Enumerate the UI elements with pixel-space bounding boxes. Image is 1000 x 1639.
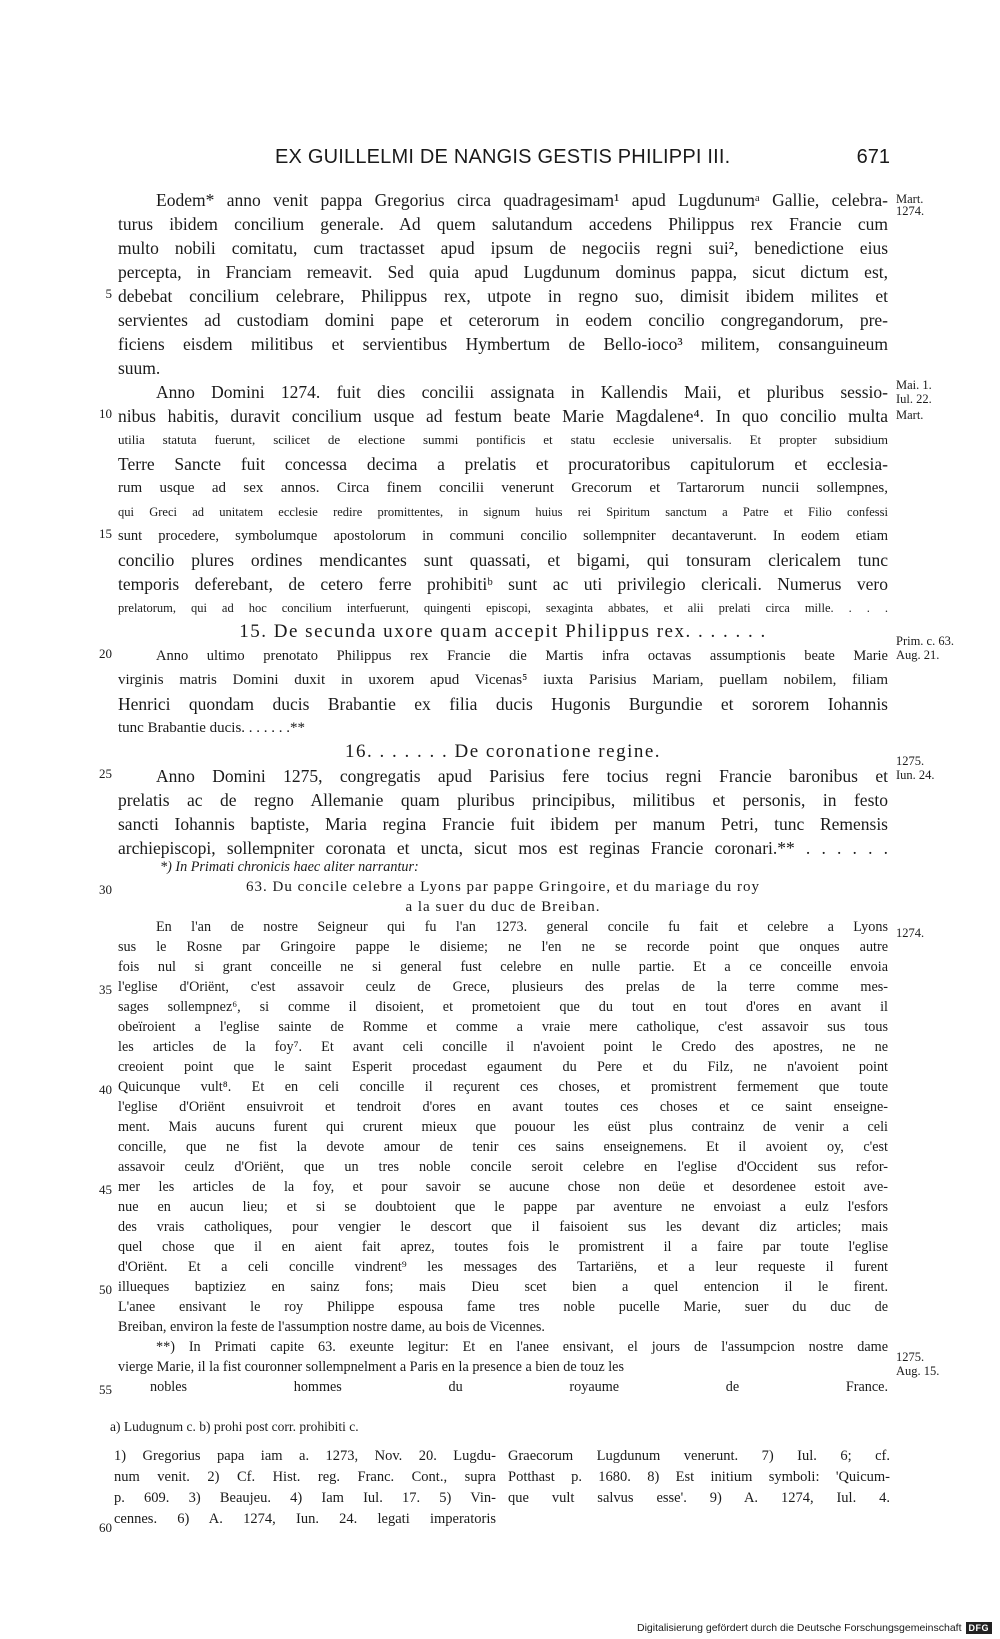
footnote-line: que vult salvus esse'. 9) A. 1274, Iul. 4. xyxy=(508,1490,890,1506)
margin-date: 1275. xyxy=(896,1350,925,1364)
note-line: l'eglise d'Oriënt, c'est assavoir ceulz de Grece, plusieurs des prelas de la terre comme mes- xyxy=(118,979,888,995)
line-number: 60 xyxy=(99,1520,112,1535)
note-line: Breiban, environ la feste de l'assumption nostre dame, au bois de Vicennes. xyxy=(118,1319,545,1335)
text-line: percepta, in Franciam remeavit. Sed quia apud Lugdunum dominus pappa, sicut dictum est, xyxy=(118,262,888,282)
footnote-line: 1) Gregorius papa iam a. 1273, Nov. 20. Lugdu- xyxy=(114,1448,496,1464)
margin-date: Aug. 21. xyxy=(896,648,940,662)
margin-date: Iul. 22. xyxy=(896,392,932,406)
note-line: quel chose que il en aient fait aprez, toutes fois le promistrent il a faire par toute l'eglise xyxy=(118,1239,888,1255)
text-line: Anno Domini 1274. fuit dies concilii assignata in Kallendis Maii, et pluribus sessio- xyxy=(156,382,888,402)
margin-date: 1275. xyxy=(896,754,925,768)
text-line: multo nobili comitatu, cum tractasset apud ipsum de negociis regni sui², benedictione eius xyxy=(118,238,888,258)
text-line: archiepiscopi, sollempniter coronata et uncta, sicut mos est reginas Francie coronari.** . . . . . . xyxy=(118,838,888,858)
footnote-line: cennes. 6) A. 1274, Iun. 24. legati imperatoris xyxy=(114,1511,496,1527)
line-number: 25 xyxy=(99,766,112,781)
text-line: prelatis ac de regno Allemanie quam pluribus principibus, militibus et personis, in festo xyxy=(118,790,888,810)
note-heading: 63. Du concile celebre a Lyons par pappe Gringoire, et du mariage du roy xyxy=(246,879,760,895)
text-line: concilio plures ordines mendicantes sunt quassati, et bigami, qui tonsuram clericalem tunc xyxy=(118,550,888,570)
text-line: sancti Iohannis baptiste, Maria regina Francie fuit ibidem per manum Petri, tunc Remensis xyxy=(118,814,888,834)
note-line: des vrais catholiques, pour vengier le descort que il faisoient sus les devant diz articles; mais xyxy=(118,1219,888,1235)
note-line: *) In Primati chronicis haec aliter narrantur: xyxy=(160,859,419,875)
text-line: suum. xyxy=(118,358,161,378)
text-line: Terre Sancte fuit concessa decima a prelatis et procuratoribus capitulorum et ecclesia- xyxy=(118,454,888,474)
text-line: nibus habitis, duravit concilium usque ad festum beate Marie Magdalene⁴. In quo concilio multa xyxy=(118,406,888,426)
text-line: Anno Domini 1275, congregatis apud Parisius fere tocius regni Francie baronibus et xyxy=(156,766,888,786)
note-line: **) In Primati capite 63. exeunte legitur: Et en l'anee ensivant, el jours de l'assumpcion nostre dame xyxy=(156,1339,888,1355)
funding-footer xyxy=(637,1622,992,1634)
text-line: qui Greci ad unitatem ecclesie redire promittentes, in signum huius rei Spiritum sanctum a Patre et Filio confessi xyxy=(118,505,888,519)
note-line: concille, que ne fist la devote amour de tenir ces sains enseignemens. Et il avoient oy, c'est xyxy=(118,1139,888,1155)
note-line: Quicunque vult⁸. Et en celi concille il reçurent ces choses, et promistrent fermement que toute xyxy=(118,1079,888,1095)
margin-date: Mart. xyxy=(896,408,924,422)
text-line: virginis matris Domini duxit in uxorem apud Vicenas⁵ iuxta Parisius Mariam, puellam nobilem, filiam xyxy=(118,672,888,688)
footnote-line: p. 609. 3) Beaujeu. 4) Iam Iul. 17. 5) Vin- xyxy=(114,1490,496,1506)
note-line: d'Oriënt. Et a celi concille vindrent⁹ les messages des Tartariëns, et a leur requeste il furent xyxy=(118,1259,888,1275)
line-number: 35 xyxy=(99,982,112,997)
note-line: En l'an de nostre Seigneur qui fu l'an 1273. general concile fu fait et celebre a Lyons xyxy=(156,919,888,935)
funding-text: Digitalisierung gefördert durch die Deutsche Forschungsgemeinschaft xyxy=(636,1622,962,1634)
note-line: mer les articles de la foy, et pour savoir se aucune chose non deüe et desordenee estoit ave- xyxy=(118,1179,888,1195)
margin-date: Prim. c. 63. xyxy=(896,634,954,648)
line-number: 20 xyxy=(99,646,112,661)
note-line: fois nul si grant conceille ne si general fust celebre en nulle partie. Et a ce conceille envoia xyxy=(118,959,888,975)
text-line: sunt procedere, symbolumque apostolorum in communi concilio sollempniter decantaverunt. In eodem etiam xyxy=(118,528,888,544)
note-line: l'eglise d'Oriënt ensuivroit et tendroit d'ores en avant toutes ces choses et ce saint enseigne- xyxy=(118,1099,888,1115)
primat-notes xyxy=(118,857,888,1437)
page-number: 671 xyxy=(856,146,890,168)
text-line: prelatorum, qui ad hoc concilium interfuerunt, quingenti episcopi, sexaginta abbates, et alii prelati circa mille. . . . xyxy=(118,601,888,615)
note-line: creoient point que le saint Esperit procedast egaument du Pere et du Filz, ne n'avoient point xyxy=(118,1059,888,1075)
note-line: nobles hommes du royaume de France. xyxy=(150,1379,888,1395)
footnote-line: Potthast p. 1680. 8) Est initium symboli: 'Quicum- xyxy=(508,1469,890,1485)
note-line: L'anee ensivant le roy Philippe espousa fame tres noble pucelle Marie, suer du duc de xyxy=(118,1299,888,1315)
line-number: 55 xyxy=(99,1382,112,1397)
note-line: vierge Marie, il la fist couronner sollempnelment a Paris en la presence a bien de touz les xyxy=(118,1359,624,1375)
note-line: les articles de la foy⁷. Et avant celi concille il n'avoient point le Credo des apostres, ne ne xyxy=(118,1039,888,1055)
line-number: 50 xyxy=(99,1282,112,1297)
dfg-logo: DFG xyxy=(966,1622,993,1634)
main-text xyxy=(118,188,888,860)
text-line: Anno ultimo prenotato Philippus rex Francie die Martis infra octavas assumptionis beate Marie xyxy=(156,648,888,664)
line-number: 10 xyxy=(99,406,112,421)
line-number: 45 xyxy=(99,1182,112,1197)
text-line: utilia statuta fuerunt, scilicet de electione summi pontificis et statu ecclesie universalis. Et propter subsidium xyxy=(118,432,888,447)
margin-date: Mart. xyxy=(896,192,924,206)
note-line: illueques baptiziez en sainz fons; mais Dieu scet bien a quel entencion il le firent. xyxy=(118,1279,888,1295)
margin-date: Aug. 15. xyxy=(896,1364,940,1378)
note-line: obeïroient a l'eglise sainte de Romme et comme a vraie mere catholique, c'est assavoir sus tous xyxy=(118,1019,888,1035)
margin-date: 1274. xyxy=(896,926,925,940)
footnote-line: num venit. 2) Cf. Hist. reg. Franc. Cont., supra xyxy=(114,1469,496,1485)
footnotes-right xyxy=(508,1446,890,1509)
line-number: 15 xyxy=(99,526,112,541)
note-line: assavoir ceulz d'Oriënt, que un tres noble concile seroit celebre en l'eglise d'Occident sus refor- xyxy=(118,1159,888,1175)
margin-date: 1274. xyxy=(896,204,925,218)
text-line: Henrici quondam ducis Brabantie ex filia ducis Hugonis Burgundie et sororem Iohannis xyxy=(118,694,888,714)
text-line: Eodem* anno venit pappa Gregorius circa quadragesimam¹ apud Lugdunumᵃ Gallie, celebra- xyxy=(156,190,888,210)
note-heading: a la suer du duc de Breiban. xyxy=(405,899,601,915)
text-line: servientes ad custodiam domini pape et ceterorum in eodem concilio congregandorum, pre- xyxy=(118,310,888,330)
text-line: turus ibidem concilium generale. Ad quem salutandum accedens Philippus rex Francie cum xyxy=(118,214,888,234)
text-line: rum usque ad sex annos. Circa finem concilii venerunt Grecorum et Tartarorum nuncii sollempnes, xyxy=(118,480,888,496)
text-line: temporis deferebant, de cetero ferre prohibitiᵇ sunt ac uti privilegio clericali. Numerus vero xyxy=(118,574,888,594)
text-line: ficiens eisdem militibus et servientibus Hymbertum de Bello-ioco³ militem, consanguineum xyxy=(118,334,888,354)
margin-date: Mai. 1. xyxy=(896,378,932,392)
margin-date: Iun. 24. xyxy=(896,768,935,782)
section-heading-15: 15. De secunda uxore quam accepit Philippus rex. . . . . . . xyxy=(239,621,767,642)
note-line: nue en aucun lieu; et si se doubtoient que le pappe par aventure ne envoiast a eulz l'esfors xyxy=(118,1199,888,1215)
running-title: EX GUILLELMI DE NANGIS GESTIS PHILIPPI III. xyxy=(275,146,731,168)
line-number: 5 xyxy=(105,286,112,301)
section-heading-16: 16. . . . . . . De coronatione regine. xyxy=(344,741,662,762)
line-number: 30 xyxy=(99,882,112,897)
text-line: tunc Brabantie ducis. . . . . . .** xyxy=(118,720,306,736)
note-line xyxy=(118,1397,888,1417)
line-number: 40 xyxy=(99,1082,112,1097)
note-line: sus le Rosne par Gringoire pappe le disieme; ne l'en ne se recorde point que onques autre xyxy=(118,939,888,955)
text-line: debebat concilium celebrare, Philippus rex, utpote in regno suo, dimisit ibidem milites et xyxy=(118,286,888,306)
footnote-line: Graecorum Lugdunum venerunt. 7) Iul. 6; cf. xyxy=(508,1448,890,1464)
note-line: sages sollempnez⁶, si comme il disoient, et prometoient que du tout en tout d'ores en avant il xyxy=(118,999,888,1015)
footnotes-left xyxy=(114,1446,496,1530)
note-line: ment. Mais aucuns furent qui crurent mieux que pouour les eüst plus contrainz de venir a celi xyxy=(118,1119,888,1135)
critical-apparatus: a) Ludugnum c. b) prohi post corr. prohibiti c. xyxy=(110,1419,359,1434)
